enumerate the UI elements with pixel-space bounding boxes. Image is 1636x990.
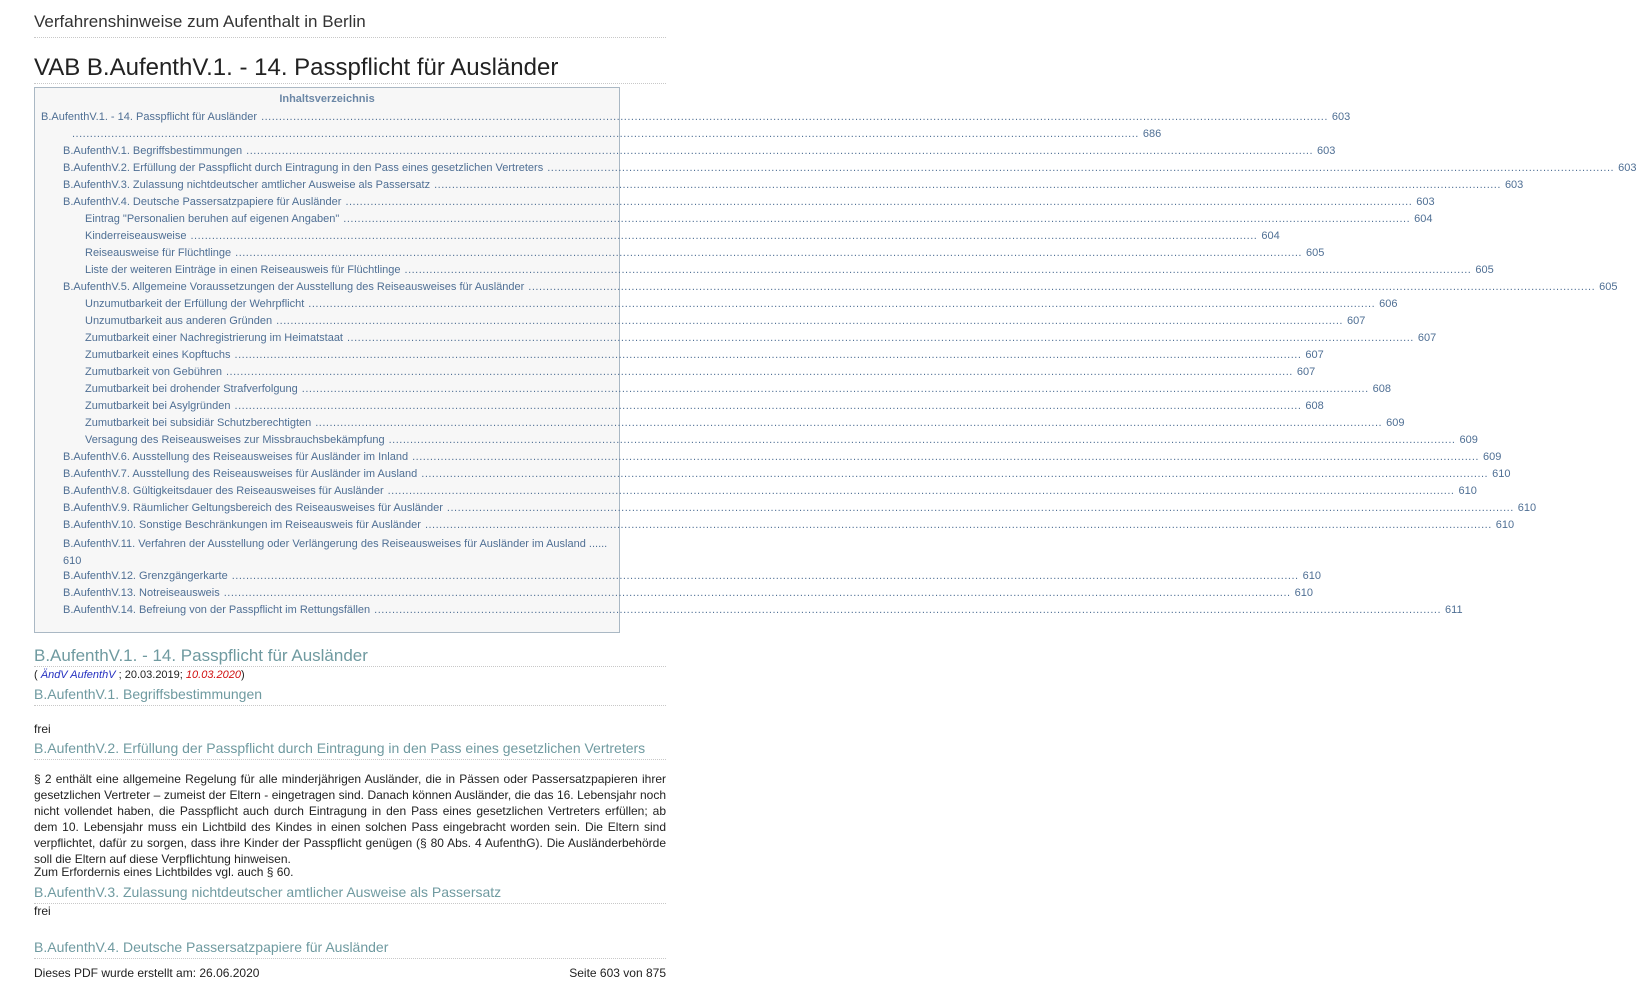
toc-entry-page: 604 bbox=[1414, 213, 1433, 225]
amendment-meta bbox=[34, 669, 245, 681]
toc-entry-page: 605 bbox=[1599, 281, 1618, 293]
toc-entry-page: 603 bbox=[1416, 196, 1435, 208]
toc-entry-text: Zumutbarkeit einer Nachregistrierung im Heimatstaat bbox=[85, 332, 343, 344]
toc-entry[interactable] bbox=[63, 604, 1463, 616]
toc-leader: ............................................................................................................................................................................................................................................................................................................ bbox=[261, 111, 1328, 123]
toc-leader: ............................................................................................................................................................................................................................................................................................................ bbox=[301, 383, 1369, 395]
toc-entry[interactable] bbox=[63, 587, 1313, 599]
toc-leader: ............................................................................................................................................................................................................................................................................................................ bbox=[72, 128, 1139, 140]
toc-entry[interactable] bbox=[63, 179, 1524, 191]
toc-leader: ............................................................................................................................................................................................................................................................................................................ bbox=[345, 196, 1413, 208]
toc-entry-text: Eintrag "Personalien beruhen auf eigenen Angaben" bbox=[85, 213, 340, 225]
section-divider bbox=[34, 958, 666, 959]
toc-leader: ............................................................................................................................................................................................................................................................................................................ bbox=[347, 332, 1414, 344]
toc-leader: ............................................................................................................................................................................................................................................................................................................ bbox=[276, 315, 1343, 327]
header-divider bbox=[34, 37, 666, 38]
toc-entry-page: 608 bbox=[1372, 383, 1392, 395]
toc-entry-text: B.AufenthV.13. Notreiseausweis bbox=[63, 587, 220, 599]
toc-entry[interactable] bbox=[85, 366, 1316, 378]
toc-entry-text: B.AufenthV.3. Zulassung nichtdeutscher amtlicher Ausweise als Passersatz bbox=[63, 179, 431, 191]
toc-entry[interactable] bbox=[63, 570, 1321, 582]
document-title: VAB B.AufenthV.1. - 14. Passpflicht für Ausländer bbox=[34, 54, 559, 81]
toc-entry-text: B.AufenthV.4. Deutsche Passersatzpapiere für Ausländer bbox=[63, 196, 342, 208]
toc-entry-text: Zumutbarkeit bei Asylgründen bbox=[85, 400, 231, 412]
toc-leader: ............................................................................................................................................................................................................................................................................................................ bbox=[308, 298, 1376, 310]
toc-entry[interactable] bbox=[68, 128, 1162, 140]
toc-entry-text: Unzumutbarkeit aus anderen Gründen bbox=[85, 315, 273, 327]
toc-entry-text: Zumutbarkeit bei drohender Strafverfolgung bbox=[85, 383, 298, 395]
toc-entry[interactable] bbox=[41, 111, 1351, 123]
toc-entry-page: 610 bbox=[1495, 519, 1515, 531]
toc-leader: ............................................................................................................................................................................................................................................................................................................ bbox=[424, 519, 1492, 531]
toc-entry-text: B.AufenthV.1. Begriffsbestimmungen bbox=[63, 145, 243, 157]
toc-entry-page: 605 bbox=[1306, 247, 1325, 259]
toc-entry-text: B.AufenthV.2. Erfüllung der Passpflicht durch Eintragung in den Pass eines gesetzlichen Vertreters bbox=[63, 162, 544, 174]
toc-entry-text: Reiseausweise für Flüchtlinge bbox=[85, 247, 232, 259]
toc-leader: ............................................................................................................................................................................................................................................................................................................ bbox=[234, 349, 1302, 361]
toc-leader: ............................................................................................................................................................................................................................................................................................................ bbox=[190, 230, 1258, 242]
toc-entry-page: 603 bbox=[1618, 162, 1636, 174]
toc-entry-text: Kinderreiseausweise bbox=[85, 230, 187, 242]
section-1-title: B.AufenthV.1. Begriffsbestimmungen bbox=[34, 686, 263, 702]
toc-entry-text: B.AufenthV.7. Ausstellung des Reiseausweises für Ausländer im Ausland bbox=[63, 468, 418, 480]
toc-leader: ............................................................................................................................................................................................................................................................................................................ bbox=[446, 502, 1514, 514]
toc-entry-page: 606 bbox=[1379, 298, 1398, 310]
toc-entry-page: 609 bbox=[1386, 417, 1405, 429]
meta-open: ( bbox=[34, 669, 41, 681]
section-divider bbox=[34, 759, 666, 760]
toc-entry[interactable] bbox=[85, 400, 1324, 412]
toc-entry-text: B.AufenthV.9. Räumlicher Geltungsbereich des Reiseausweises für Ausländer bbox=[63, 502, 443, 514]
toc-entry-page: 603 bbox=[1317, 145, 1336, 157]
section-divider bbox=[34, 903, 666, 904]
toc-entry[interactable] bbox=[63, 162, 1636, 174]
toc-entry-page: 610 bbox=[1302, 570, 1321, 582]
toc-entry[interactable] bbox=[85, 434, 1478, 446]
section-2-title: B.AufenthV.2. Erfüllung der Passpflicht durch Eintragung in den Pass eines gesetzlichen Vertreters bbox=[34, 740, 646, 756]
section-divider bbox=[34, 666, 666, 667]
toc-entry[interactable] bbox=[63, 519, 1515, 531]
amendment-link[interactable]: ÄndV AufenthV bbox=[40, 669, 116, 681]
toc-entry-page: 610 bbox=[1458, 485, 1477, 497]
section-1-body: frei bbox=[34, 722, 51, 736]
toc-leader: ............................................................................................................................................................................................................................................................................................................ bbox=[412, 451, 1479, 463]
toc-entry-page: 608 bbox=[1305, 400, 1324, 412]
toc-entry[interactable] bbox=[63, 145, 1336, 157]
toc-leader: ............................................................................................................................................................................................................................................................................................................ bbox=[434, 179, 1501, 191]
section-4-title: B.AufenthV.4. Deutsche Passersatzpapiere für Ausländer bbox=[34, 939, 389, 955]
toc-entry[interactable] bbox=[85, 383, 1392, 395]
toc-entry-text: B.AufenthV.1. - 14. Passpflicht für Ausländer bbox=[41, 111, 258, 123]
toc-entry-page: 607 bbox=[1417, 332, 1437, 344]
title-divider bbox=[34, 83, 666, 84]
meta-mid: ; 20.03.2019; bbox=[115, 669, 186, 681]
toc-entry[interactable] bbox=[85, 213, 1433, 225]
toc-leader: ............................................................................................................................................................................................................................................................................................................ bbox=[235, 247, 1302, 259]
section-3-title: B.AufenthV.3. Zulassung nichtdeutscher amtlicher Ausweise als Passersatz bbox=[34, 884, 502, 900]
toc-entry-text: B.AufenthV.12. Grenzgängerkarte bbox=[63, 570, 228, 582]
toc-entry[interactable] bbox=[63, 451, 1502, 463]
toc-entry-page: 603 bbox=[1504, 179, 1524, 191]
toc-entry[interactable] bbox=[85, 332, 1437, 344]
toc-entry-text: Zumutbarkeit bei subsidiär Schutzberechtigten bbox=[85, 417, 312, 429]
toc-entry-text: Unzumutbarkeit der Erfüllung der Wehrpflicht bbox=[85, 298, 305, 310]
toc-entry-page: 686 bbox=[1142, 128, 1162, 140]
toc-heading: Inhaltsverzeichnis bbox=[279, 93, 375, 105]
toc-leader: ............................................................................................................................................................................................................................................................................................................ bbox=[528, 281, 1596, 293]
toc-entry-page: 604 bbox=[1261, 230, 1280, 242]
toc-leader: ............................................................................................................................................................................................................................................................................................................ bbox=[223, 587, 1291, 599]
meta-close: ) bbox=[240, 669, 245, 681]
toc-entry-page: 610 bbox=[1517, 502, 1537, 514]
toc-entry-page: 603 bbox=[1331, 111, 1351, 123]
toc-entry[interactable] bbox=[85, 349, 1324, 361]
toc-leader: ............................................................................................................................................................................................................................................................................................................ bbox=[225, 366, 1293, 378]
table-of-contents bbox=[34, 87, 1636, 633]
toc-entry[interactable] bbox=[85, 264, 1494, 276]
section-divider bbox=[34, 705, 666, 706]
toc-entry-page: 605 bbox=[1475, 264, 1494, 276]
toc-entry[interactable] bbox=[85, 315, 1366, 327]
date-link[interactable]: 10.03.2020 bbox=[185, 669, 241, 681]
section-3-body: frei bbox=[34, 904, 51, 918]
toc-entry[interactable] bbox=[63, 281, 1618, 293]
toc-entry-text: B.AufenthV.11. Verfahren der Ausstellung oder Verlängerung des Reiseausweises für Ausländer im Ausland bbox=[63, 538, 586, 550]
toc-entry-page: 607 bbox=[1296, 366, 1316, 378]
section-main-title: B.AufenthV.1. - 14. Passpflicht für Ausländer bbox=[34, 646, 368, 665]
section-2-note: Zum Erfordernis eines Lichtbildes vgl. auch § 60. bbox=[34, 865, 294, 879]
toc-entry[interactable] bbox=[85, 230, 1280, 242]
toc-leader: ............................................................................................................................................................................................................................................................................................................ bbox=[387, 485, 1455, 497]
toc-leader: ............................................................................................................................................................................................................................................................................................................ bbox=[404, 264, 1472, 276]
toc-leader: ............................................................................................................................................................................................................................................................................................................ bbox=[246, 145, 1314, 157]
toc-entry[interactable] bbox=[85, 247, 1325, 259]
toc-entry-text: Versagung des Reiseausweises zur Missbrauchsbekämpfung bbox=[85, 434, 385, 446]
toc-leader: ............................................................................................................................................................................................................................................................................................................ bbox=[234, 400, 1302, 412]
toc-entry-page: 607 bbox=[1305, 349, 1324, 361]
toc-entry-page: 609 bbox=[1482, 451, 1502, 463]
toc-leader: ............................................................................................................................................................................................................................................................................................................ bbox=[315, 417, 1383, 429]
toc-entry[interactable] bbox=[85, 417, 1405, 429]
toc-entry-text: Zumutbarkeit von Gebühren bbox=[85, 366, 222, 378]
toc-entry-text: B.AufenthV.5. Allgemeine Voraussetzungen der Ausstellung des Reiseausweises für Ausländer bbox=[63, 281, 525, 293]
toc-entry-page: 610 bbox=[63, 555, 82, 567]
toc-entry-page: 609 bbox=[1459, 434, 1478, 446]
toc-entry-text: B.AufenthV.6. Ausstellung des Reiseausweises für Ausländer im Inland bbox=[63, 451, 409, 463]
footer-page-number: Seite 603 von 875 bbox=[569, 966, 666, 980]
section-2-body: § 2 enthält eine allgemeine Regelung für alle minderjährigen Ausländer, die in Pässen oder Passersatzpapieren ihrer gesetzlichen Vertreter – zumeist der Eltern - eingetragen sind. Danach können Ausländer, die das 16. Lebensjahr noch nicht vollendet haben, die Passpflicht auch durch Eintragung in den Pass eines gesetzlichen Vertreters erfüllen; ab dem 10. Lebensjahr muss ein Lichtbild des Kindes in einen solchen Pass eingebracht worden sein. Die Eltern sind verpflichtet, dafür zu sorgen, dass ihre Kinder der Passpflicht genügen (§ 80 Abs. 4 AufenthG). Die Ausländerbehörde soll die Eltern auf diese Verpflichtung hinweisen. bbox=[34, 772, 666, 866]
toc-entry[interactable] bbox=[63, 196, 1435, 208]
toc-entry-text: B.AufenthV.10. Sonstige Beschränkungen im Reiseausweis für Ausländer bbox=[63, 519, 421, 531]
toc-leader: ............................................................................................................................................................................................................................................................................................................ bbox=[547, 162, 1615, 174]
toc-entry[interactable] bbox=[63, 502, 1537, 514]
toc-entry-page: 610 bbox=[1492, 468, 1511, 480]
header-title: Verfahrenshinweise zum Aufenthalt in Berlin bbox=[34, 12, 366, 31]
toc-leader: ............................................................................................................................................................................................................................................................................................................ bbox=[231, 570, 1299, 582]
toc-leader: ...... bbox=[585, 538, 608, 550]
toc-leader: ............................................................................................................................................................................................................................................................................................................ bbox=[343, 213, 1411, 225]
toc-entry-text: Zumutbarkeit eines Kopftuchs bbox=[85, 349, 231, 361]
toc-leader: ............................................................................................................................................................................................................................................................................................................ bbox=[421, 468, 1489, 480]
toc-entry-page: 610 bbox=[1294, 587, 1313, 599]
toc-entry[interactable] bbox=[85, 298, 1398, 310]
toc-entry-page: 611 bbox=[1445, 604, 1463, 616]
toc-entry-text: B.AufenthV.8. Gültigkeitsdauer des Reiseausweises für Ausländer bbox=[63, 485, 384, 497]
toc-entry[interactable] bbox=[63, 485, 1477, 497]
toc-entry-text: B.AufenthV.14. Befreiung von der Passpflicht im Rettungsfällen bbox=[63, 604, 371, 616]
toc-entry[interactable] bbox=[63, 468, 1511, 480]
toc-leader: ............................................................................................................................................................................................................................................................................................................ bbox=[388, 434, 1456, 446]
toc-entry-page: 607 bbox=[1346, 315, 1366, 327]
toc-entry-text: Liste der weiteren Einträge in einen Reiseausweis für Flüchtlinge bbox=[85, 264, 401, 276]
toc-leader: ............................................................................................................................................................................................................................................................................................................ bbox=[374, 604, 1442, 616]
toc-entry[interactable] bbox=[63, 536, 611, 570]
footer-created-date: Dieses PDF wurde erstellt am: 26.06.2020 bbox=[34, 966, 260, 980]
